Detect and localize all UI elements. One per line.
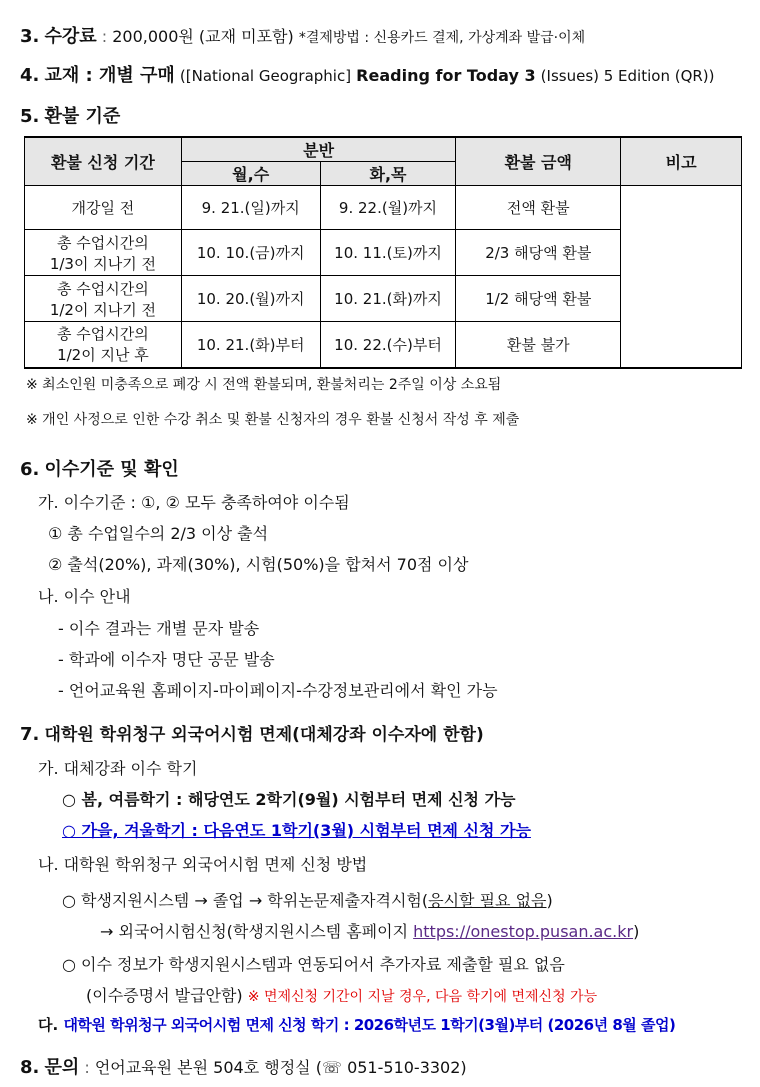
section-6-number: 6. [20, 459, 40, 480]
row-mon-wed: 10. 10.(금)까지 [181, 230, 320, 276]
exemption-info-link: ○ 이수 정보가 학생지원시스템과 연동되어서 추가자료 제출할 필요 없음 [62, 955, 565, 974]
row-tue-thu: 9. 22.(월)까지 [320, 186, 456, 230]
row-mon-wed: 10. 20.(월)까지 [181, 276, 320, 322]
section-3-number: 3. [20, 26, 40, 47]
section-3 [20, 22, 585, 48]
section-4-number: 4. [20, 65, 40, 86]
section-8: 8. 문의 : 언어교육원 본원 504호 행정실 (☏ 051-510-3302) [20, 1057, 467, 1078]
row-tue-thu: 10. 11.(토)까지 [320, 230, 456, 276]
refund-note-2: ※ 개인 사정으로 인한 수강 취소 및 환불 신청자의 경우 환불 신청서 작성 후 제출 [26, 412, 520, 428]
section-3-title: 수강료 [44, 26, 97, 47]
row-tue-thu: 10. 21.(화)까지 [320, 276, 456, 322]
section-5-number: 5. [20, 106, 40, 127]
guide-item: - 언어교육원 홈페이지-마이페이지-수강정보관리에서 확인 가능 [58, 681, 498, 700]
textbook-title: Reading for Today 3 [356, 66, 536, 85]
row-amount: 2/3 해당액 환불 [456, 230, 621, 276]
row-tue-thu: 10. 22.(수)부터 [320, 322, 456, 368]
payment-method: *결제방법 : 신용카드 결제, 가상계좌 발급·이체 [298, 30, 586, 46]
onestop-link[interactable]: https://onestop.pusan.ac.kr [413, 922, 634, 941]
guide-item: - 학과에 이수자 명단 공문 발송 [58, 650, 275, 669]
textbook-prefix: ([National Geographic] [179, 67, 352, 85]
section-4 [20, 61, 715, 87]
exemption-step-2: → 외국어시험신청(학생지원시스템 홈페이지 https://onestop.pusan.ac.kr) [100, 922, 640, 941]
section-4-title: 교재 : 개별 구매 [44, 65, 175, 86]
row-period: 개강일 전 [25, 186, 182, 230]
table-row [25, 186, 742, 230]
criteria-score: ② 출석(20%), 과제(30%), 시험(50%)을 합쳐서 70점 이상 [48, 555, 469, 574]
exemption-certificate: (이수증명서 발급안함) ※ 면제신청 기간이 지날 경우, 다음 학기에 면제신청 가능 [86, 986, 598, 1005]
criteria-attendance: ① 총 수업일수의 2/3 이상 출석 [48, 524, 269, 543]
section-7 [20, 720, 484, 745]
fall-winter-semester: ○ 가을, 겨울학기 : 다음연도 1학기(3월) 시험부터 면제 신청 가능 [62, 821, 531, 840]
header-tue-thu: 화,목 [320, 162, 456, 186]
row-amount: 1/2 해당액 환불 [456, 276, 621, 322]
section-3-sep: : [96, 27, 113, 46]
row-period: 총 수업시간의 1/3이 지나기 전 [25, 230, 182, 276]
header-mon-wed: 월,수 [181, 162, 320, 186]
contact-text: 언어교육원 본원 504호 행정실 ( [94, 1058, 322, 1077]
refund-table [24, 136, 742, 369]
exemption-semester: 다. 대학원 학위청구 외국어시험 면제 신청 학기 : 2026학년도 1학기(3월)부터 (2026년 8월 졸업) [38, 1016, 676, 1034]
row-mon-wed: 10. 21.(화)부터 [181, 322, 320, 368]
section-7-number: 7. [20, 724, 40, 745]
section-8-number: 8. [20, 1057, 40, 1078]
substitute-semester: 가. 대체강좌 이수 학기 [38, 759, 198, 778]
guide-item: - 이수 결과는 개별 문자 발송 [58, 619, 260, 638]
section-8-title: 문의 [44, 1057, 80, 1078]
phone-number: 051-510-3302) [341, 1058, 467, 1077]
row-note [621, 186, 742, 368]
section-6 [20, 455, 179, 481]
phone-icon: ☏ [321, 1058, 342, 1077]
exemption-method: 나. 대학원 학위청구 외국어시험 면제 신청 방법 [38, 855, 368, 874]
no-exam-needed: 응시할 필요 없음 [428, 891, 547, 910]
exemption-step-1: ○ 학생지원시스템 → 졸업 → 학위논문제출자격시험(응시할 필요 없음) [62, 891, 553, 910]
section-7-title: 대학원 학위청구 외국어시험 면제(대체강좌 이수자에 한함) [44, 725, 484, 745]
row-mon-wed: 9. 21.(일)까지 [181, 186, 320, 230]
exemption-warning: ※ 면제신청 기간이 지날 경우, 다음 학기에 면제신청 가능 [247, 989, 598, 1005]
row-amount: 전액 환불 [456, 186, 621, 230]
row-period: 총 수업시간의 1/2이 지난 후 [25, 322, 182, 368]
completion-criteria: 가. 이수기준 : ①, ② 모두 충족하여야 이수됨 [38, 493, 350, 512]
section-6-title: 이수기준 및 확인 [44, 459, 179, 480]
header-division: 분반 [181, 137, 456, 162]
section-5-title: 환불 기준 [44, 106, 121, 127]
header-note: 비고 [621, 137, 742, 186]
spring-summer-semester: ○ 봄, 여름학기 : 해당연도 2학기(9월) 시험부터 면제 신청 가능 [62, 790, 516, 809]
section-5 [20, 102, 120, 128]
refund-note-1: ※ 최소인원 미충족으로 폐강 시 전액 환불되며, 환불처리는 2주일 이상 소요됨 [26, 377, 502, 393]
row-period: 총 수업시간의 1/2이 지나기 전 [25, 276, 182, 322]
header-amount: 환불 금액 [456, 137, 621, 186]
header-period: 환불 신청 기간 [25, 137, 182, 186]
textbook-suffix: (Issues) 5 Edition (QR)) [540, 67, 715, 85]
tuition-fee: 200,000원 (교재 미포함) [112, 27, 294, 46]
completion-guide: 나. 이수 안내 [38, 587, 131, 606]
row-amount: 환불 불가 [456, 322, 621, 368]
